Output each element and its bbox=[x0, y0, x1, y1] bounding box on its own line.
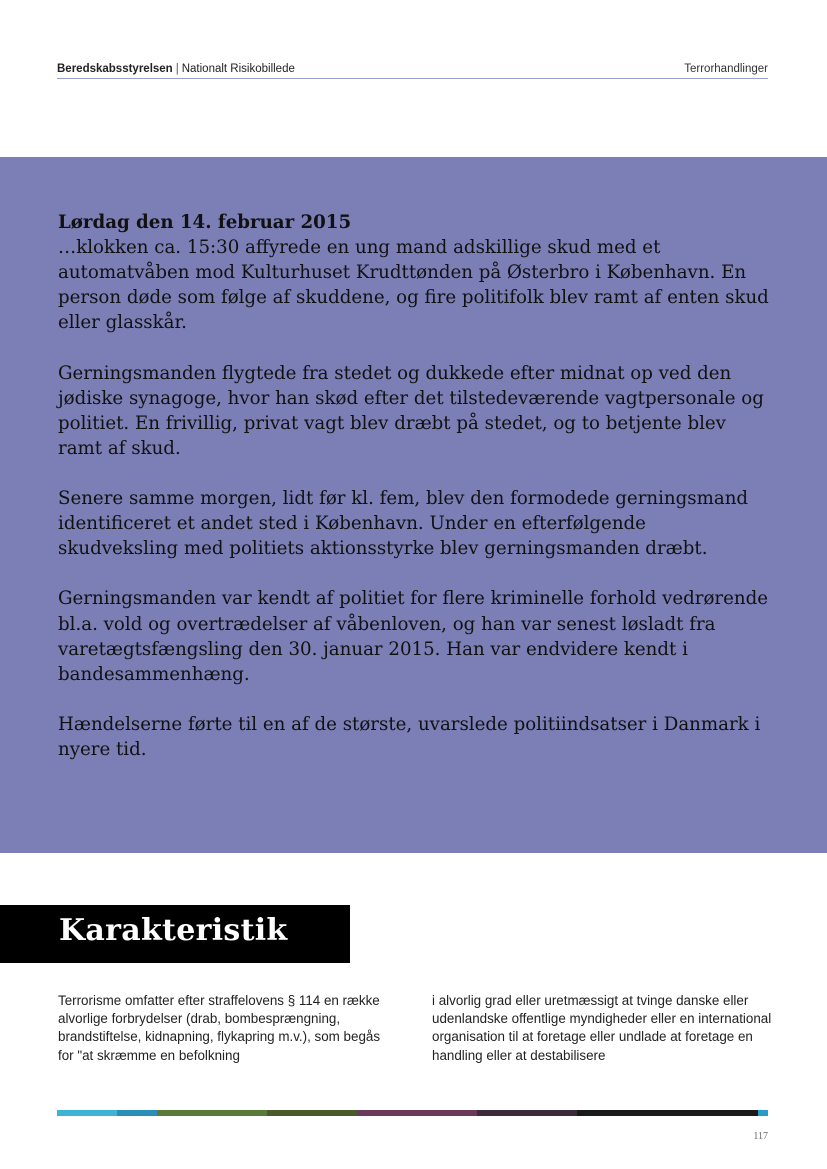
event-paragraph-4: Gerningsmanden var kendt af politiet for flere kriminelle forhold vedrørende bl.a. vold og overtrædelser af våbenloven, og han var senest løsladt fra varetægtsfængsling den 30. januar 2015. Han var endvidere kendt i bandesammenhæng. bbox=[58, 588, 769, 685]
event-paragraph-2: Gerningsmanden flygtede fra stedet og dukkede efter midnat op ved den jødiske synagoge, hvor han skød efter det tilstedeværende vagtpersonale og politiet. En frivillig, privat vagt blev dræbt på stedet, og to betjente blev ramt af skud. bbox=[58, 362, 764, 459]
header-publication: Nationalt Risikobillede bbox=[181, 63, 295, 75]
stripe-segment bbox=[117, 1110, 157, 1116]
body-column-left: Terrorisme omfatter efter straffelovens § 114 en række alvorlige forbrydelser (drab, bombesprængning, brandstiftelse, kidnapning, flykapring m.v.), som begås for "at skræmme en befolkning bbox=[58, 993, 381, 1063]
event-text bbox=[58, 210, 770, 787]
stripe-segment bbox=[157, 1110, 267, 1116]
event-box bbox=[0, 157, 827, 853]
stripe-segment bbox=[577, 1110, 667, 1116]
stripe-segment bbox=[357, 1110, 477, 1116]
event-paragraph-1 bbox=[58, 210, 770, 335]
stripe-segment bbox=[477, 1110, 577, 1116]
decorative-color-stripe bbox=[57, 1110, 768, 1116]
section-title: Karakteristik bbox=[59, 913, 288, 948]
event-paragraph-5: Hændelserne førte til en af de største, uvarslede politiindsatser i Danmark i nyere tid. bbox=[58, 713, 761, 760]
stripe-segment bbox=[667, 1110, 758, 1116]
body-column-right: i alvorlig grad eller uretmæssigt at tvinge danske eller udenlandske offentlige myndigheder eller en international organisation til at foretage eller undlade at foretage en handling eller at destabilisere bbox=[432, 993, 772, 1063]
header-left bbox=[57, 63, 295, 75]
event-paragraph-1-text: …klokken ca. 15:30 affyrede en ung mand adskillige skud med et automatvåben mod Kulturhuset Krudttønden på Østerbro i København. En person døde som følge af skuddene, og fire politifolk blev ramt af enten skud eller glasskår. bbox=[58, 237, 769, 334]
header-org: Beredskabsstyrelsen bbox=[57, 63, 173, 75]
stripe-segment bbox=[57, 1110, 117, 1116]
event-date-heading: Lørdag den 14. februar 2015 bbox=[58, 212, 352, 233]
page-number: 117 bbox=[753, 1131, 768, 1142]
header-section: Terrorhandlinger bbox=[684, 63, 768, 75]
stripe-segment bbox=[758, 1110, 768, 1116]
section-title-bar bbox=[0, 905, 350, 963]
header-separator: | bbox=[175, 63, 179, 75]
page-header bbox=[57, 62, 768, 79]
event-paragraph-3: Senere samme morgen, lidt før kl. fem, blev den formodede gerningsmand identificeret et andet sted i København. Under en efterfølgende skudveksling med politiets aktionsstyrke blev gerningsmanden dræbt. bbox=[58, 488, 749, 560]
stripe-segment bbox=[267, 1110, 357, 1116]
